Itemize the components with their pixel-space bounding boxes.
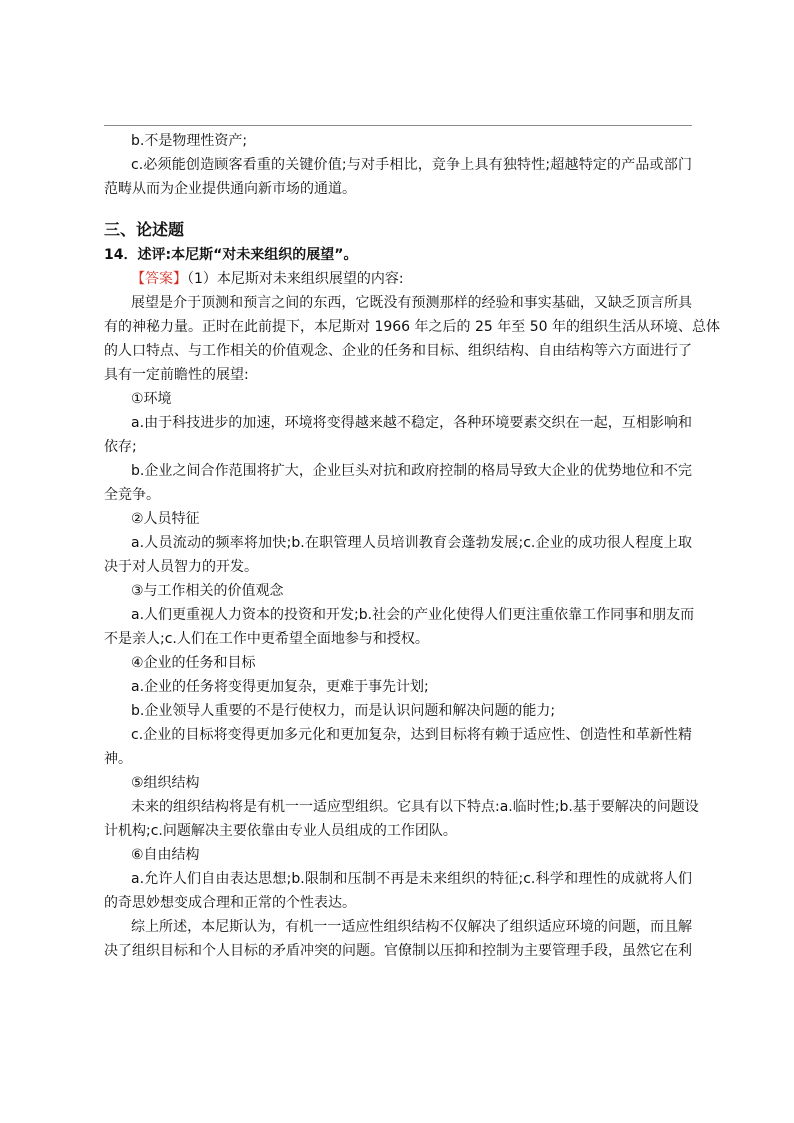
text-line: 具有一定前瞻性的展望: (104, 367, 249, 383)
subheading: ⑥自由结构 (131, 847, 200, 863)
text-line: 不是亲人;c.人们在工作中更希望全面地参与和授权。 (104, 631, 429, 647)
text-line: a.人们更重视人力资本的投资和开发;b.社会的产业化使得人们更注重依靠工作同事和朋友而 (131, 607, 695, 623)
subheading: ⑤组织结构 (131, 775, 200, 791)
subheading: ②人员特征 (131, 511, 200, 527)
text-line: b.企业之间合作范围将扩大，企业巨头对抗和政府控制的格局导致大企业的优势地位和不完 (131, 463, 692, 479)
text-line: 的奇思妙想变成合理和正常的个性表达。 (104, 895, 356, 911)
text-line: 依存; (104, 439, 137, 455)
text-line: 全竞争。 (104, 487, 160, 503)
answer-text: （1）本尼斯对未来组织展望的内容: (187, 271, 404, 287)
text-line: 的人口特点、与工作相关的价值观念、企业的任务和目标、组织结构、自由结构等六方面进行了 (104, 343, 692, 359)
answer-tag: 【答案】 (131, 271, 187, 287)
text-line: 范畴从而为企业提供通向新市场的通道。 (104, 181, 356, 197)
text-line: 展望是介于顶测和预言之间的东西，它既没有预测那样的经验和事实基础，又缺乏顶言所具 (131, 295, 692, 311)
text-line: 神。 (104, 751, 132, 767)
text-line: a.由于科技进步的加速，环境将变得越来越不稳定，各种环境要素交织在一起，互相影响和 (131, 415, 692, 431)
subheading: ④企业的任务和目标 (131, 655, 256, 671)
text-line: 综上所述，本尼斯认为，有机一一适应性组织结构不仅解决了组织适应环境的问题，而且解 (131, 919, 692, 935)
text-line: c.必须能创造顾客看重的关键价值;与对手相比，竞争上具有独特性;超越特定的产品或部门 (131, 157, 692, 173)
question-title: 14．述评:本尼斯“对未来组织的展望”。 (104, 247, 358, 263)
text-line: 未来的组织结构将是有机一一适应型组织。它具有以下特点:a.临时性;b.基于要解决的问题设 (131, 799, 699, 815)
text-line: 计机构;c.问题解决主要依靠由专业人员组成的工作团队。 (104, 823, 457, 839)
text-line: a.企业的任务将变得更加复杂，更难于事先计划; (131, 679, 429, 695)
text-line: a.允许人们自由表达思想;b.限制和压制不再是未来组织的特征;c.科学和理性的成就将人们 (131, 871, 692, 887)
text-line: 决了组织目标和个人目标的矛盾冲突的问题。官僚制以压抑和控制为主要管理手段，虽然它在利 (104, 943, 692, 959)
section-heading: 三、论述题 (104, 220, 185, 239)
text-line: 有的神秘力量。正时在此前提下，本尼斯对 1966 年之后的 25 年至 50 年的组织生活从环境、总体 (104, 319, 720, 335)
text-line: a.人员流动的频率将加快;b.在职管理人员培训教育会蓬勃发展;c.企业的成功很人程度上取 (131, 535, 692, 551)
header-rule (104, 125, 692, 126)
answer-line (131, 269, 692, 289)
text-line: b.不是物理性资产; (131, 133, 248, 149)
text-line: c.企业的目标将变得更加多元化和更加复杂，达到目标将有赖于适应性、创造性和革新性精 (131, 727, 692, 743)
text-line: b.企业领导人重要的不是行使权力，而是认识问题和解决问题的能力; (131, 703, 556, 719)
subheading: ③与工作相关的价值观念 (131, 583, 284, 599)
subheading: ①环境 (131, 391, 172, 407)
text-line: 决于对人员智力的开发。 (104, 559, 258, 575)
